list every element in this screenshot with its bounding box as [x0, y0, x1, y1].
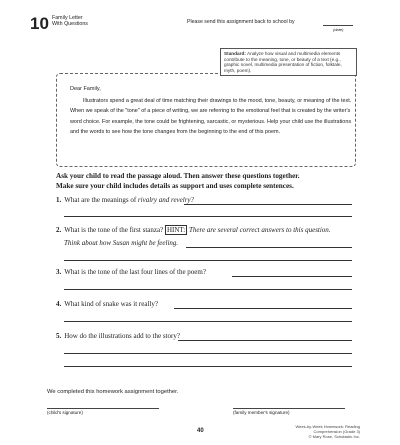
standard-box	[220, 48, 357, 76]
answer-line[interactable]	[174, 308, 352, 309]
instructions-line2: Make sure your child includes details as support and uses complete sentences.	[56, 182, 294, 190]
lesson-title-line2: With Questions	[52, 21, 88, 28]
hint-label: HINT:	[166, 226, 186, 234]
family-signature-line[interactable]	[233, 408, 345, 409]
question-italic: rivalry and revelry?	[137, 196, 195, 204]
page-number: 40	[197, 428, 204, 434]
date-caption: (date)	[333, 27, 344, 32]
answer-line[interactable]	[64, 260, 352, 261]
answer-line[interactable]	[186, 247, 352, 248]
send-back-instruction: Please send this assignment back to school by	[187, 19, 295, 25]
answer-line[interactable]	[64, 366, 352, 367]
question-text: What is the tone of the last four lines of the poem?	[64, 268, 206, 276]
answer-line[interactable]	[64, 216, 352, 217]
instructions-line1: Ask your child to read the passage aloud. Then answer these questions together.	[56, 172, 300, 180]
credits	[290, 424, 360, 439]
letter-body: Illustrators spend a great deal of time matching their drawings to the mood, tone, beauty, or meaning of the text. When we speak of the "tone" of a piece of writing, we are referring to the emotional feel that is created by the writer's word choice. For example, the tone could be frightening, sarcastic, or mysterious. Help your child use the illustrations and the words to see how the tone changes from the beginning to the end of this poem.	[70, 98, 352, 136]
question-number: 4.	[56, 300, 62, 308]
answer-line[interactable]	[64, 289, 352, 290]
family-signature-caption: (family member's signature)	[233, 410, 290, 415]
standard-text: Analyze how visual and multimedia elements contribute to the meaning, tone, or beauty of a text (e.g., graphic novel, multimedia presentation of fiction, folktale, myth, poem).	[224, 51, 342, 73]
completed-statement: We completed this homework assignment together.	[47, 389, 179, 395]
credits-line1: Week-by-Week Homework: Reading Comprehension (Grade 3)	[295, 424, 360, 434]
question-1	[56, 196, 194, 204]
answer-line[interactable]	[232, 276, 352, 277]
child-signature-caption: (child's signature)	[47, 410, 83, 415]
question-number: 2.	[56, 226, 62, 234]
answer-line[interactable]	[184, 204, 352, 205]
lesson-title-line1: Family Letter	[52, 15, 83, 21]
question-text: What are the meanings of	[64, 196, 138, 204]
lesson-number: 10	[30, 14, 49, 33]
question-text: What is the tone of the first stanza?	[64, 226, 164, 234]
question-text: What kind of snake was it really?	[64, 300, 158, 308]
question-4	[56, 300, 158, 308]
answer-line[interactable]	[178, 340, 352, 341]
child-signature-line[interactable]	[47, 408, 159, 409]
answer-line[interactable]	[64, 321, 352, 322]
question-2-think: Think about how Susan might be feeling.	[64, 239, 179, 247]
question-number: 1.	[56, 196, 62, 204]
question-3	[56, 268, 206, 276]
question-number: 3.	[56, 268, 62, 276]
lesson-title	[52, 15, 88, 28]
question-text: How do the illustrations add to the story?	[64, 332, 180, 340]
question-number: 5.	[56, 332, 62, 340]
question-2	[56, 226, 331, 234]
standard-label: Standard:	[224, 51, 246, 56]
credits-line2: © Mary Rose, Scholastic Inc.	[308, 434, 360, 439]
date-line[interactable]	[323, 25, 353, 26]
hint-text: There are several correct answers to this question.	[189, 226, 331, 234]
instructions	[56, 171, 356, 191]
letter-salutation: Dear Family,	[70, 86, 101, 92]
question-5	[56, 332, 180, 340]
answer-line[interactable]	[64, 353, 352, 354]
